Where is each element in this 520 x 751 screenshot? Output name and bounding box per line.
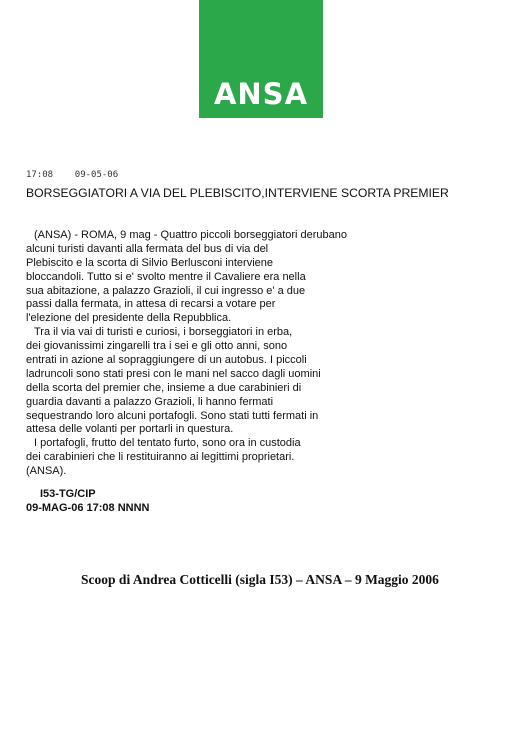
dispatch-timestamp	[26, 170, 118, 180]
body-line: della scorta del premier che, insieme a due carabinieri di	[26, 381, 302, 394]
author-code: I53-TG/CIP	[40, 488, 96, 500]
dispatch-codes	[26, 487, 149, 515]
body-line: sequestrando loro alcuni portafogli. Sono stati tutti fermati in	[26, 409, 319, 422]
logo-text: ANSA	[213, 77, 309, 111]
body-line: entrati in azione al sopraggiungere di un autobus. I piccoli	[26, 354, 307, 367]
body-line: alcuni turisti davanti alla fermata del bus di via del	[26, 242, 269, 255]
scoop-credit: Scoop di Andrea Cotticelli (sigla I53) – ANSA – 9 Maggio 2006	[81, 572, 439, 587]
body-line: ladruncoli sono stati presi con le mani nel sacco dagli uomini	[26, 367, 321, 380]
dispatch-time: 17:08	[26, 170, 54, 180]
body-line: Plebiscito e la scorta di Silvio Berlusconi interviene	[26, 256, 274, 269]
body-line: (ANSA) - ROMA, 9 mag - Quattro piccoli borseggiatori derubano	[34, 229, 348, 241]
body-line: guardia davanti a palazzo Grazioli, li hanno fermati	[26, 395, 274, 408]
dispatch-headline: BORSEGGIATORI A VIA DEL PLEBISCITO,INTERVIENE SCORTA PREMIER	[26, 186, 449, 200]
body-line: bloccandoli. Tutto si e' svolto mentre il Cavaliere era nella	[26, 270, 306, 283]
body-line: attesa delle volanti per portarli in questura.	[26, 423, 234, 436]
body-line: l'elezione del presidente della Repubblica.	[26, 312, 232, 325]
body-line: dei giovanissimi zingarelli tra i sei e gli otto anni, sono	[26, 340, 288, 353]
body-line: passi dalla fermata, in attesa di recarsi a votare per	[26, 298, 276, 311]
dispatch-body	[26, 229, 406, 479]
transmission-stamp: 09-MAG-06 17:08 NNNN	[26, 502, 150, 515]
ansa-logo	[199, 0, 323, 118]
body-line: dei carabinieri che li restituiranno ai legittimi proprietari.	[26, 451, 295, 464]
body-line: sua abitazione, a palazzo Grazioli, il cui ingresso e' a due	[26, 284, 306, 297]
dispatch-date: 09-05-06	[74, 170, 119, 180]
body-line: I portafogli, frutto del tentato furto, sono ora in custodia	[34, 437, 301, 450]
body-line: (ANSA).	[26, 465, 67, 478]
body-line: Tra il via vai di turisti e curiosi, i borseggiatori in erba,	[34, 326, 293, 339]
